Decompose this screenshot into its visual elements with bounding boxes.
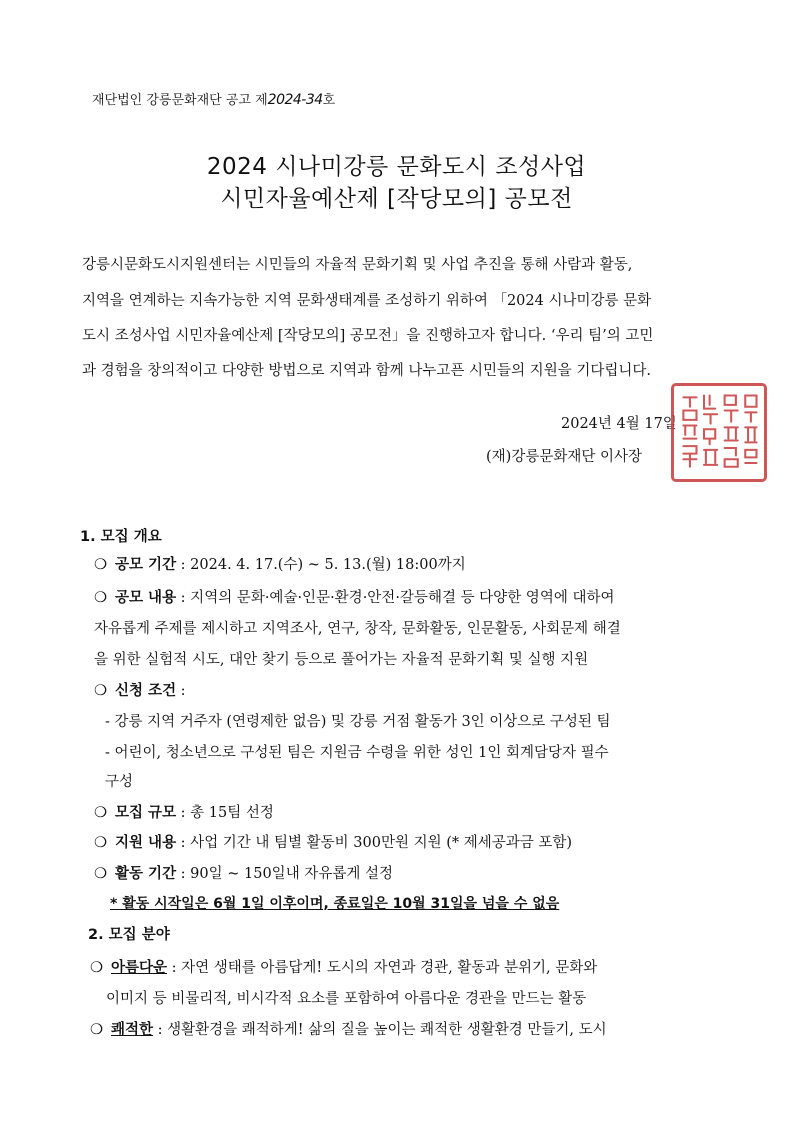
notice-prefix: 재단법인 강릉문화재단 공고 제 [92, 93, 268, 108]
intro-line-4: 과 경험을 창의적이고 다양한 방법으로 지역과 함께 나누고픈 시민들의 지원을 기다립니다. [82, 363, 651, 379]
section-1-heading: 1. 모집 개요 [80, 529, 162, 545]
bullet-circle-icon: ❍ [94, 557, 107, 573]
pleasant-label: 쾌적한 [111, 1022, 154, 1038]
handwritten-number: 2024-34 [267, 92, 323, 108]
item-scale [94, 801, 274, 822]
beautiful-cont: 이미지 등 비물리적, 비시각적 요소를 포함하여 아름다운 경관을 만드는 활동 [106, 991, 587, 1007]
title-line-2: 시민자율예산제 [작당모의] 공모전 [220, 186, 573, 212]
item-activity [94, 862, 393, 883]
intro-line-1: 강릉시문화도시지원센터는 시민들의 자율적 문화기획 및 사업 추진을 통해 사람과 활동, [82, 257, 633, 273]
seal-glyphs [674, 386, 764, 479]
bullet-circle-icon: ❍ [94, 866, 107, 882]
content-label: 공모 내용 [115, 590, 177, 606]
field-pleasant [90, 1018, 607, 1039]
notice-suffix: 호 [322, 93, 336, 108]
item-period [94, 553, 466, 574]
bullet-circle-icon: ❍ [90, 960, 103, 976]
activity-note: * 활동 시작일은 6월 1일 이후이며, 종료일은 10월 31일을 넘을 수 없음 [110, 896, 560, 912]
title-line-1: 2024 시나미강릉 문화도시 조성사업 [206, 154, 587, 180]
period-label: 공모 기간 [115, 557, 177, 573]
condition-item-1: - 강릉 지역 거주자 (연령제한 없음) 및 강릉 거점 활동가 3인 이상으로 구성된 팀 [105, 714, 611, 730]
beautiful-label: 아름다운 [111, 960, 168, 976]
bullet-circle-icon: ❍ [94, 590, 107, 606]
official-seal-stamp [671, 383, 767, 482]
conditions-label: 신청 조건 [115, 683, 177, 699]
bullet-circle-icon: ❍ [90, 1022, 103, 1038]
condition-item-2: - 어린이, 청소년으로 구성된 팀은 지원금 수령을 위한 성인 1인 회계담당자 필수 [105, 745, 609, 761]
issue-date: 2024년 4월 17일 [561, 416, 677, 432]
section-2-heading: 2. 모집 분야 [88, 927, 170, 943]
item-conditions [94, 679, 186, 700]
pleasant-value: : 생활환경을 쾌적하게! 삶의 질을 높이는 쾌적한 생활환경 만들기, 도시 [153, 1022, 607, 1038]
bullet-circle-icon: ❍ [94, 835, 107, 851]
activity-value: : 90일 ~ 150일내 자유롭게 설정 [176, 866, 393, 882]
content-value: : 지역의 문화·예술·인문·환경·안전·갈등해결 등 다양한 영역에 대하여 [176, 590, 615, 606]
scale-label: 모집 규모 [115, 805, 177, 821]
notice-number [92, 89, 335, 108]
bullet-circle-icon: ❍ [94, 683, 107, 699]
content-cont-1: 자유롭게 주제를 제시하고 지역조사, 연구, 창작, 문화활동, 인문활동, 사회문제 해결 [94, 621, 621, 637]
scale-value: : 총 15팀 선정 [176, 805, 274, 821]
beautiful-value: : 자연 생태를 아름답게! 도시의 자연과 경관, 활동과 분위기, 문화와 [167, 960, 598, 976]
item-content [94, 586, 614, 607]
intro-line-3: 도시 조성사업 시민자율예산제 [작당모의] 공모전」을 진행하고자 합니다. ‘우리 팀’의 고민 [82, 328, 654, 344]
activity-label: 활동 기간 [115, 866, 177, 882]
field-beautiful [90, 956, 597, 977]
intro-line-2: 지역을 연계하는 지속가능한 지역 문화생태계를 조성하기 위하여 「2024 시나미강릉 문화 [82, 293, 652, 309]
conditions-value: : [176, 683, 186, 699]
period-value: : 2024. 4. 17.(수) ~ 5. 13.(월) 18:00까지 [176, 557, 466, 573]
support-value: : 사업 기간 내 팀별 활동비 300만원 지원 (* 제세공과금 포함) [176, 835, 573, 851]
item-support [94, 831, 572, 852]
condition-item-2-cont: 구성 [105, 774, 134, 790]
bullet-circle-icon: ❍ [94, 805, 107, 821]
content-cont-2: 을 위한 실험적 시도, 대안 찾기 등으로 풀어가는 자율적 문화기획 및 실행 지원 [94, 652, 589, 668]
support-label: 지원 내용 [115, 835, 177, 851]
issuer: (재)강릉문화재단 이사장 [486, 449, 642, 465]
